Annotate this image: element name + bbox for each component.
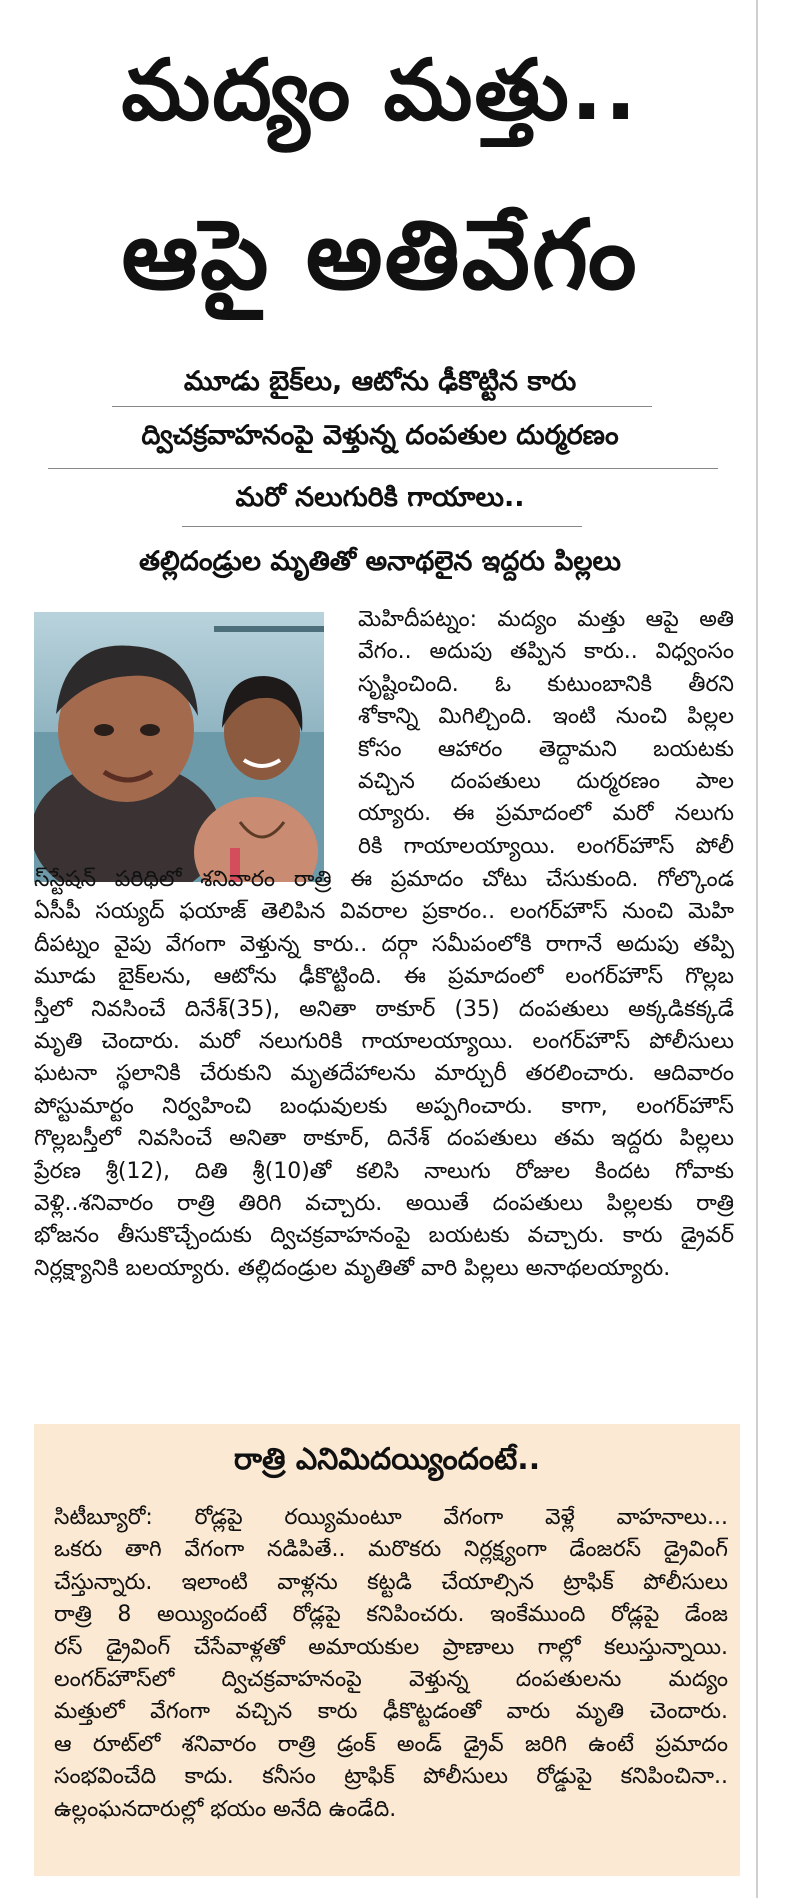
lede-line: శోకాన్ని మిగిల్చింది. ఇంటి నుంచి పిల్లల <box>358 704 734 730</box>
deck-line-2: ద్విచక్రవాహనంపై వెళ్తున్న దంపతుల దుర్మరణం <box>141 420 619 451</box>
body-line: భోజనం తీసుకొచ్చేందుకు ద్విచక్రవాహనంపై బయటకు వచ్చారు. కారు డ్రైవర్ <box>34 1223 734 1249</box>
body-line: ప్రేరణ శ్రీ(12), దితి శ్రీ(10)తో కలిసి నాలుగు రోజుల కిందట గోవాకు <box>34 1158 734 1184</box>
sidebar-line: ఆ రూట్‌లో శనివారం రాత్రి డ్రంక్ అండ్ డ్రైవ్ జరిగి ఉంటే ప్రమాదం <box>54 1731 728 1757</box>
lede-line: మెహిదీపట్నం: మద్యం మత్తు ఆపై అతి <box>358 607 734 632</box>
body-line: గొల్లబస్తీలో నివసించే అనితా ఠాకూర్, దినేశ్ దంపతులు తమ ఇద్దరు పిల్లలు <box>34 1126 734 1152</box>
lede-line: కోసం ఆహారం తెద్దామని బయటకు <box>358 736 734 762</box>
lede-line: రికి గాయాలయ్యాయి. లంగర్‌హౌస్ పోలీ <box>358 833 734 859</box>
sidebar-line: లంగర్‌హౌస్‌లో ద్విచక్రవాహనంపై వెళ్తున్న దంపతులను మద్యం <box>54 1666 728 1692</box>
sidebar-line: ఒకరు తాగి వేగంగా నడిపితే.. మరొకరు నిర్లక్ష్యంగా డేంజరస్ డ్రైవింగ్ <box>54 1537 728 1563</box>
lede-line: వేగం.. అదుపు తప్పిన కారు.. విధ్వంసం <box>358 639 734 665</box>
sidebar-title: రాత్రి ఎనిమిదయ్యిందంటే.. <box>233 1442 541 1477</box>
body-line: వెళ్లి..శనివారం రాత్రి తిరిగి వచ్చారు. అయితే దంపతులు పిల్లలకు రాత్రి <box>34 1190 734 1216</box>
body-line: మూడు బైక్‌లను, ఆటోను ఢీకొట్టింది. ఈ ప్రమాదంలో లంగర్‌హౌస్ గొల్లబ <box>34 964 734 990</box>
lede-line: వచ్చిన దంపతులు దుర్మరణం పాల <box>358 768 734 794</box>
sidebar-line: సంభవించేది కాదు. కనీసం ట్రాఫిక్ పోలీసులు రోడ్డుపై కనిపించినా.. <box>54 1764 728 1790</box>
body-line: ఏసీపీ సయ్యద్ ఫయాజ్ తెలిపిన వివరాల ప్రకారం.. లంగర్‌హౌస్ నుంచి మెహి <box>34 899 734 925</box>
deck-line-3: మరో నలుగురికి గాయాలు.. <box>235 482 525 513</box>
sidebar-line: మత్తులో వేగంగా వచ్చిన కారు ఢీకొట్టడంతో వారు మృతి చెందారు. <box>54 1699 728 1725</box>
sidebar-line: రాత్రి 8 అయ్యిందంటే రోడ్లపై కనిపించరు. ఇంకేముంది రోడ్లపై డేంజ <box>54 1602 728 1628</box>
body-line: దీపట్నం వైపు వేగంగా వెళ్తున్న కారు.. దర్గా సమీపంలోకి రాగానే అదుపు తప్పి <box>34 931 734 957</box>
lede-line: సృష్టించింది. ఓ కుటుంబానికి తీరని <box>358 671 734 697</box>
body-line: స్తీలో నివసించే దినేశ్(35), అనితా ఠాకూర్ (35) దంపతులు అక్కడికక్కడే <box>34 996 734 1022</box>
headline-line-2: ఆపై అతివేగం <box>121 199 639 311</box>
couple-photo-illustration <box>34 612 324 882</box>
couple-photo <box>34 612 324 882</box>
body-line: నిర్లక్ష్యానికి బలయ్యారు. తల్లిదండ్రుల మృతితో వారి పిల్లలు అనాథలయ్యారు. <box>34 1255 671 1281</box>
article-lede <box>358 604 734 863</box>
deck-rule-3 <box>182 526 582 527</box>
headline-line-1: మద్యం మత్తు.. <box>121 41 639 139</box>
body-line: మృతి చెందారు. మరో నలుగురికి గాయాలయ్యాయి. లంగర్‌హౌస్ పోలీసులు <box>34 1028 734 1054</box>
sidebar-body <box>54 1502 728 1826</box>
deck-rule-2 <box>48 468 718 469</box>
deck-rule-1 <box>112 406 652 407</box>
body-line: పోస్టుమార్టం నిర్వహించి బంధువులకు అప్పగించారు. కాగా, లంగర్‌హౌస్ <box>34 1093 734 1119</box>
body-line: స్‌స్టేషన్ పరిధిలో శనివారం రాత్రి ఈ ప్రమాదం చోటు చేసుకుంది. గోల్కొండ <box>34 867 734 892</box>
article-body <box>34 864 734 1285</box>
deck-line-1: మూడు బైక్‌లు, ఆటోను ఢీకొట్టిన కారు <box>183 366 577 397</box>
body-line: ఘటనా స్థలానికి చేరుకుని మృతదేహాలను మార్చురీ తరలించారు. ఆదివారం <box>34 1061 734 1087</box>
sidebar-line: చేస్తున్నారు. ఇలాంటి వాళ్లను కట్టడి చేయాల్సిన ట్రాఫిక్ పోలీసులు <box>54 1569 728 1595</box>
sidebar-line: సిటీబ్యూరో: రోడ్లపై రయ్యిమంటూ వేగంగా వెళ్లే వాహనాలు... <box>54 1505 728 1530</box>
lede-line: య్యారు. ఈ ప్రమాదంలో మరో నలుగు <box>358 801 734 827</box>
sidebar-line: రస్ డ్రైవింగ్ చేసేవాళ్లతో అమాయకుల ప్రాణాలు గాల్లో కలుస్తున్నాయి. <box>54 1634 728 1660</box>
sidebar-line: ఉల్లంఘనదారుల్లో భయం అనేది ఉండేది. <box>54 1796 397 1822</box>
deck-line-4: తల్లిదండ్రుల మృతితో అనాథలైన ఇద్దరు పిల్లలు <box>138 546 622 577</box>
